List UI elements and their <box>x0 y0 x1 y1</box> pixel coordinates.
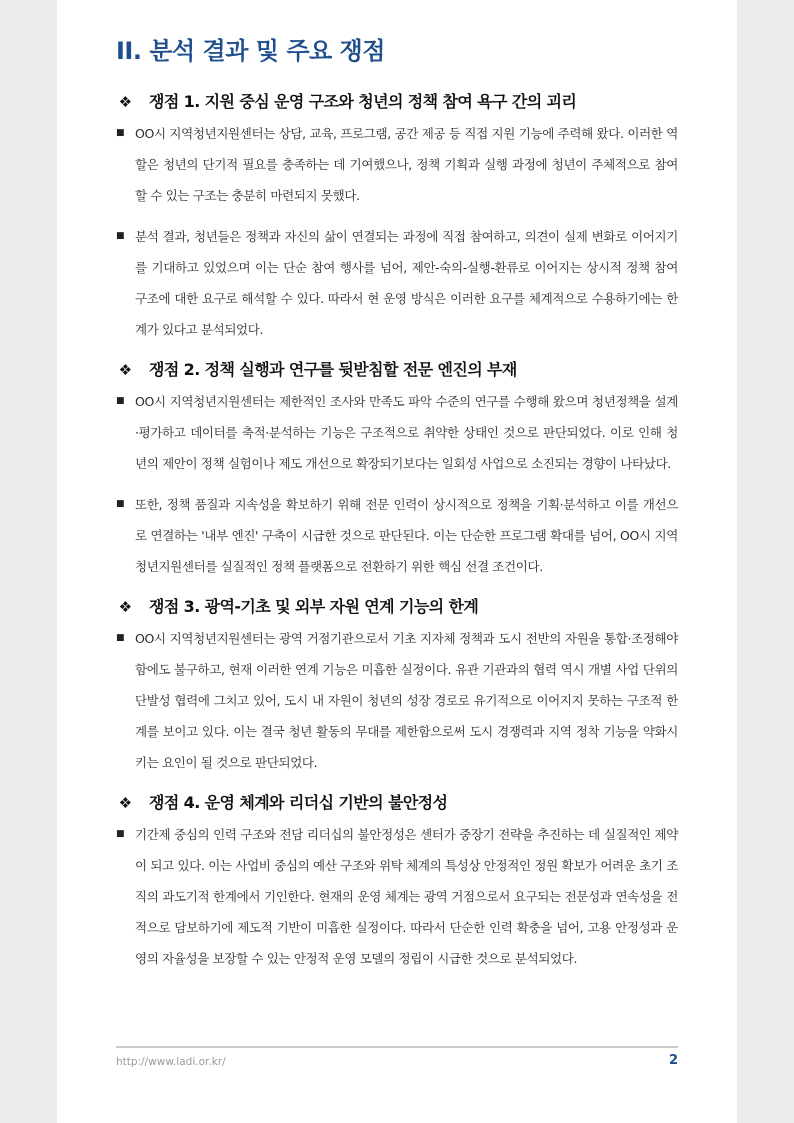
bullet-item <box>116 118 678 211</box>
footer-url[interactable]: http://www.ladi.or.kr/ <box>116 1056 226 1068</box>
page-title: II. 분석 결과 및 주요 쟁점 <box>116 37 385 65</box>
section-heading-text: 쟁점 4. 운영 체계와 리더십 기반의 불안정성 <box>149 793 448 812</box>
section-heading <box>116 89 678 115</box>
square-bullet-icon: ■ <box>116 231 125 241</box>
page-number: 2 <box>668 1053 678 1068</box>
document-page <box>57 0 737 1123</box>
bullet-item <box>116 623 678 778</box>
section-heading <box>116 357 678 383</box>
diamond-bullet-icon: ❖ <box>118 361 132 379</box>
square-bullet-icon: ■ <box>116 829 125 839</box>
section-heading-text: 쟁점 3. 광역-기초 및 외부 자원 연계 기능의 한계 <box>149 597 479 616</box>
square-bullet-icon: ■ <box>116 128 125 138</box>
bullet-text: 분석 결과, 청년들은 정책과 자신의 삶이 연결되는 과정에 직접 참여하고, 의견이 실제 변화로 이어지기를 기대하고 있었으며 이는 단순 참여 행사를 넘어, 제안-숙의-실행-환류로 이어지는 상시적 정책 참여 구조에 대한 요구로 해석할 수 있다. 따라서 현 운영 방식은 이러한 요구를 체계적으로 수용하기에는 한계가 있다고 분석되었다. <box>135 229 678 337</box>
section-2 <box>116 357 678 582</box>
diamond-bullet-icon: ❖ <box>118 93 132 111</box>
bullet-text: 기간제 중심의 인력 구조와 전담 리더십의 불안정성은 센터가 중장기 전략을 추진하는 데 실질적인 제약이 되고 있다. 이는 사업비 중심의 예산 구조와 위탁 체계의 특성상 안정적인 정원 확보가 어려운 초기 조직의 과도기적 한계에서 기인한다. 현재의 운영 체계는 광역 거점으로서 요구되는 전문성과 연속성을 전적으로 담보하기에 제도적 기반이 미흡한 실정이다. 따라서 단순한 인력 확충을 넘어, 고용 안정성과 운영의 자율성을 보장할 수 있는 안정적 운영 모델의 정립이 시급한 것으로 분석되었다. <box>135 827 678 966</box>
section-1 <box>116 89 678 345</box>
diamond-bullet-icon: ❖ <box>118 794 132 812</box>
diamond-bullet-icon: ❖ <box>118 598 132 616</box>
bullet-text: OO시 지역청년지원센터는 상담, 교육, 프로그램, 공간 제공 등 직접 지원 기능에 주력해 왔다. 이러한 역할은 청년의 단기적 필요를 충족하는 데 기여했으나, 정책 기획과 실행 과정에 청년이 주체적으로 참여할 수 있는 구조는 충분히 마련되지 못했다. <box>135 126 678 203</box>
section-heading <box>116 594 678 620</box>
section-heading-text: 쟁점 2. 정책 실행과 연구를 뒷받침할 전문 엔진의 부재 <box>149 360 517 379</box>
section-4 <box>116 790 678 974</box>
section-3 <box>116 594 678 778</box>
bullet-item <box>116 386 678 479</box>
section-heading-text: 쟁점 1. 지원 중심 운영 구조와 청년의 정책 참여 욕구 간의 괴리 <box>149 92 577 111</box>
square-bullet-icon: ■ <box>116 499 125 509</box>
square-bullet-icon: ■ <box>116 396 125 406</box>
square-bullet-icon: ■ <box>116 633 125 643</box>
bullet-item <box>116 489 678 582</box>
bullet-text: OO시 지역청년지원센터는 제한적인 조사와 만족도 파악 수준의 연구를 수행해 왔으며 청년정책을 설계·평가하고 데이터를 축적·분석하는 기능은 구조적으로 취약한 상태인 것으로 판단되었다. 이로 인해 청년의 제안이 정책 실험이나 제도 개선으로 확장되기보다는 일회성 사업으로 소진되는 경향이 나타났다. <box>135 394 678 471</box>
bullet-text: OO시 지역청년지원센터는 광역 거점기관으로서 기초 지자체 정책과 도시 전반의 자원을 통합·조정해야 함에도 불구하고, 현재 이러한 연계 기능은 미흡한 실정이다. 유관 기관과의 협력 역시 개별 사업 단위의 단발성 협력에 그치고 있어, 도시 내 자원이 청년의 성장 경로로 유기적으로 이어지지 못하는 구조적 한계를 보이고 있다. 이는 결국 청년 활동의 무대를 제한함으로써 도시 경쟁력과 지역 정착 기능을 약화시키는 요인이 될 것으로 판단되었다. <box>135 631 678 770</box>
section-heading <box>116 790 678 816</box>
bullet-item <box>116 221 678 345</box>
page-content <box>116 34 678 974</box>
sections-container <box>116 89 678 974</box>
bullet-item <box>116 819 678 974</box>
footer-divider <box>116 1046 678 1048</box>
bullet-text: 또한, 정책 품질과 지속성을 확보하기 위해 전문 인력이 상시적으로 정책을 기획·분석하고 이를 개선으로 연결하는 '내부 엔진' 구축이 시급한 것으로 판단된다. 이는 단순한 프로그램 확대를 넘어, OO시 지역청년지원센터를 실질적인 정책 플랫폼으로 전환하기 위한 핵심 선결 조건이다. <box>135 497 678 574</box>
